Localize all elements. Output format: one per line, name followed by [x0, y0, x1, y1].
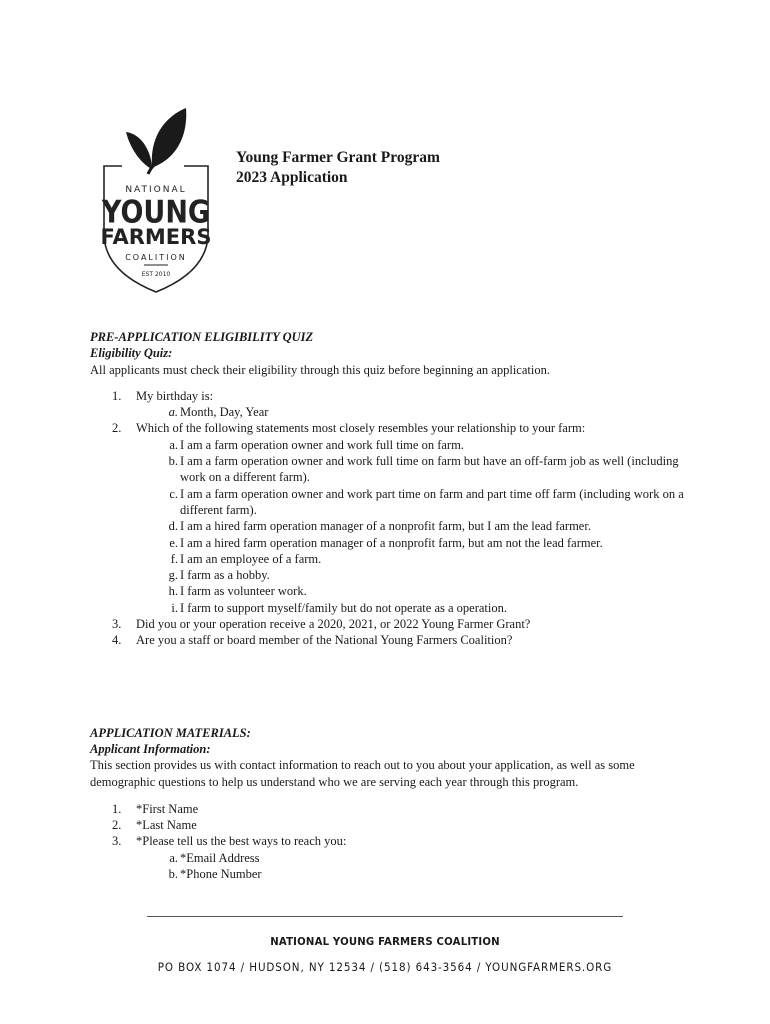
option-letter: a. — [169, 850, 178, 865]
quiz-intro: All applicants must check their eligibility through this quiz before beginning an application. — [90, 362, 550, 377]
question-text: My birthday is: — [136, 388, 214, 403]
option-letter: i. — [171, 600, 178, 615]
option-text: I farm as a hobby. — [180, 568, 270, 583]
quiz-question — [90, 388, 690, 404]
materials-subheading: Applicant Information: — [90, 741, 211, 756]
question-number: 1. — [112, 388, 122, 403]
option-letter: a. — [168, 405, 178, 420]
item-number: 3. — [112, 834, 122, 849]
option-text: Month, Day, Year — [180, 405, 269, 420]
contact-option — [90, 866, 690, 882]
question-number: 4. — [112, 633, 122, 648]
quiz-option — [90, 518, 690, 534]
quiz-option — [90, 600, 690, 616]
item-text: *First Name — [136, 801, 199, 816]
quiz-subheading: Eligibility Quiz: — [90, 346, 173, 361]
quiz-option — [90, 535, 690, 551]
question-number: 2. — [112, 421, 122, 436]
option-text: I am a farm operation owner and work full time on farm. — [180, 437, 464, 452]
logo-text-coalition: COALITION — [125, 253, 187, 262]
item-number: 1. — [112, 801, 122, 816]
materials-heading: APPLICATION MATERIALS: — [90, 725, 251, 740]
option-letter: b. — [168, 454, 178, 469]
document-body — [90, 329, 690, 882]
option-letter: c. — [169, 486, 178, 501]
question-text: Did you or your operation receive a 2020, 2021, or 2022 Young Farmer Grant? — [136, 617, 531, 632]
logo-text-est: EST 2010 — [141, 271, 171, 278]
option-letter: g. — [168, 568, 178, 583]
option-text: *Phone Number — [180, 867, 262, 882]
quiz-question — [90, 616, 690, 632]
quiz-option — [90, 567, 690, 583]
applicant-info-list — [90, 801, 690, 882]
option-text: I farm to support myself/family but do not operate as a operation. — [180, 600, 507, 615]
option-letter: f. — [170, 551, 178, 566]
item-text: *Last Name — [136, 818, 197, 833]
quiz-option — [90, 583, 690, 599]
item-text: *Please tell us the best ways to reach you: — [136, 834, 347, 849]
footer-address: PO BOX 1074 / HUDSON, NY 12534 / (518) 643-3564 / YOUNGFARMERS.ORG — [157, 960, 613, 974]
question-text: Which of the following statements most closely resembles your relationship to your farm: — [136, 421, 586, 436]
option-letter: d. — [168, 519, 178, 534]
option-letter: h. — [168, 584, 178, 599]
option-text: I am a farm operation owner and work full time on farm but have an off-farm job as well (including work on a different farm). — [180, 454, 679, 485]
logo-text-young: YOUNG — [101, 193, 211, 230]
materials-intro: This section provides us with contact information to reach out to you about your application, as well as some demographic questions to help us understand who we are serving each year through this program. — [90, 758, 635, 789]
quiz-option — [90, 437, 690, 453]
option-text: I am a hired farm operation manager of a nonprofit farm, but I am the lead farmer. — [180, 519, 591, 534]
document-title: Young Farmer Grant Program — [236, 149, 440, 166]
applicant-info-item — [90, 833, 690, 849]
quiz-option — [90, 486, 690, 519]
footer-divider — [147, 916, 623, 917]
applicant-info-item — [90, 817, 690, 833]
question-text: Are you a staff or board member of the National Young Farmers Coalition? — [136, 633, 513, 648]
option-text: I am an employee of a farm. — [180, 551, 322, 566]
document-subtitle: 2023 Application — [236, 169, 348, 186]
option-text: I farm as volunteer work. — [180, 584, 307, 599]
logo-text-farmers: FARMERS — [100, 225, 212, 249]
quiz-question — [90, 420, 690, 436]
footer-organization-name: NATIONAL YOUNG FARMERS COALITION — [270, 935, 500, 948]
quiz-question-list — [90, 388, 690, 649]
item-number: 2. — [112, 818, 122, 833]
document-title-block — [236, 148, 440, 188]
option-text: I am a farm operation owner and work part time on farm and part time off farm (including work on a different farm). — [180, 486, 684, 517]
question-number: 3. — [112, 617, 122, 632]
applicant-info-item — [90, 801, 690, 817]
contact-option — [90, 850, 690, 866]
quiz-option — [90, 404, 690, 420]
quiz-option — [90, 551, 690, 567]
option-letter: b. — [168, 867, 178, 882]
option-text: *Email Address — [180, 850, 260, 865]
quiz-heading: PRE-APPLICATION ELIGIBILITY QUIZ — [90, 330, 314, 344]
option-text: I am a hired farm operation manager of a nonprofit farm, but am not the lead farmer. — [180, 535, 603, 550]
leaf-icon — [152, 108, 186, 166]
quiz-question — [90, 632, 690, 648]
option-letter: a. — [169, 437, 178, 452]
quiz-option — [90, 453, 690, 486]
logo-text-national: NATIONAL — [125, 185, 187, 195]
option-letter: e. — [169, 535, 178, 550]
national-young-farmers-coalition-logo — [100, 104, 212, 296]
